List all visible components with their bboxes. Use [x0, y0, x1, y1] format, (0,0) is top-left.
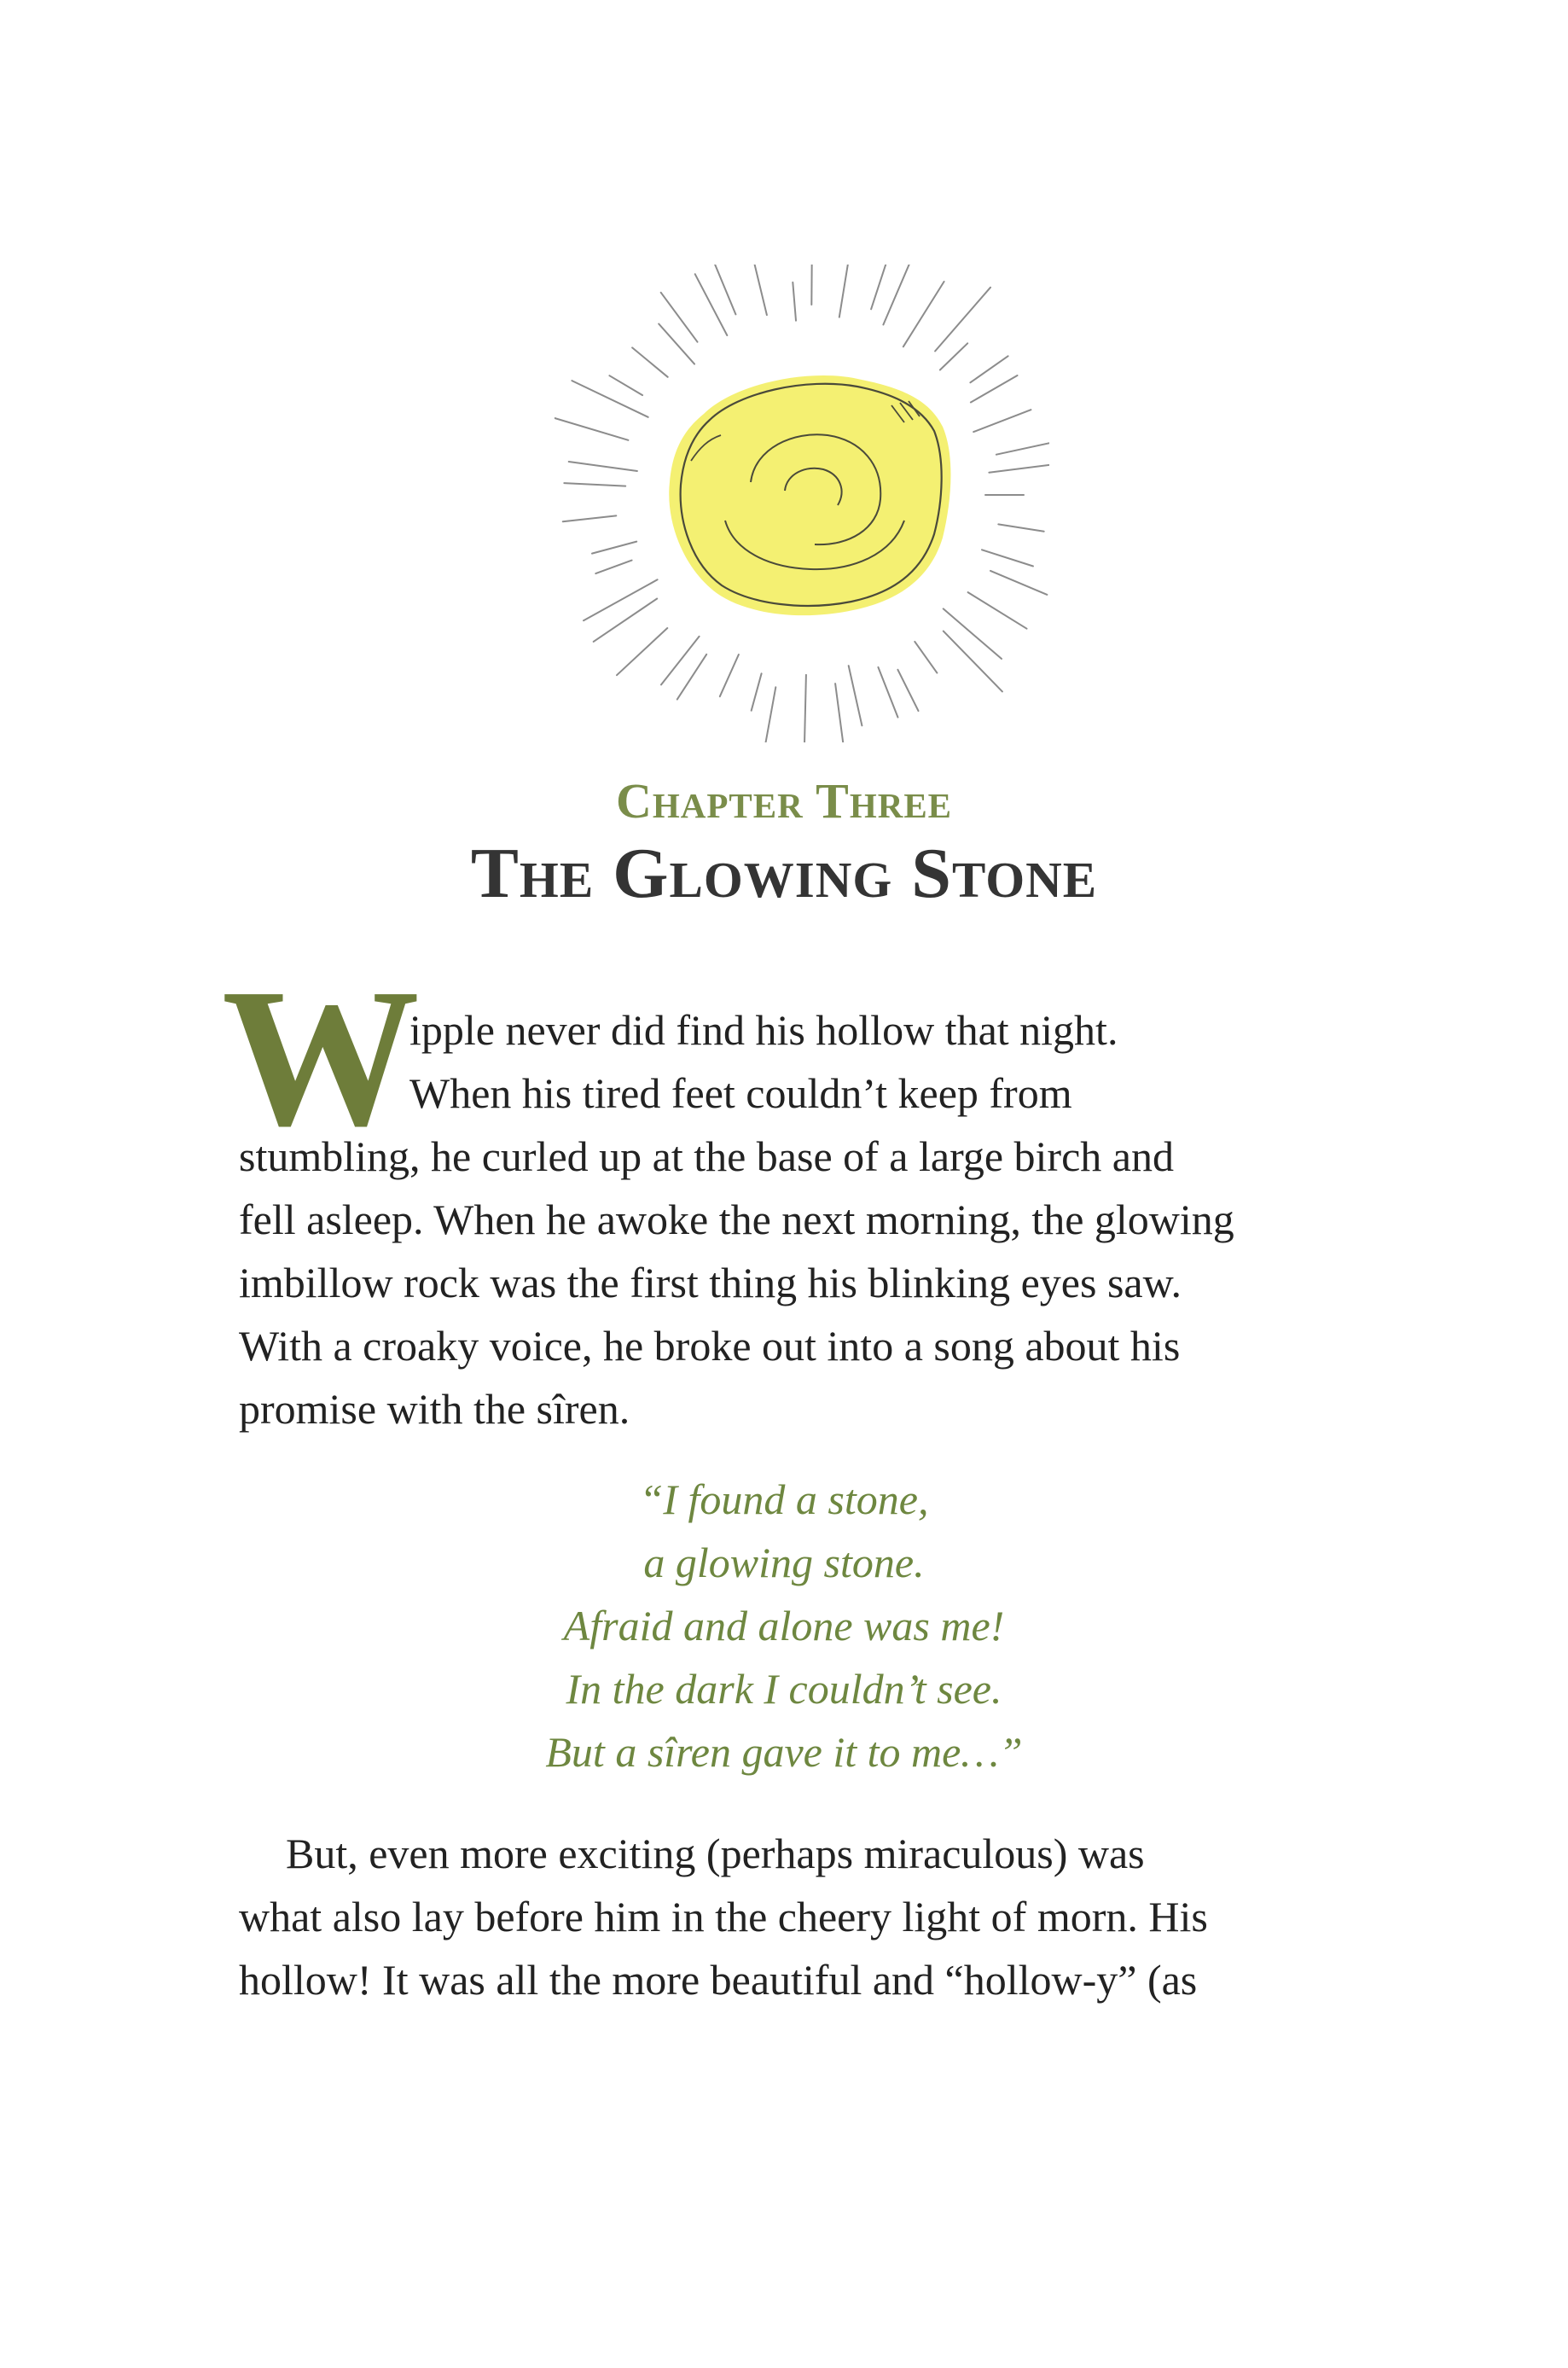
sun-ray [804, 675, 806, 742]
paragraph-2-line: But, even more exciting (perhaps miraculous) was [286, 1830, 1145, 1877]
paragraph-1-line: imbillow rock was the first thing his blinking eyes saw. [239, 1259, 1182, 1306]
sun-ray [594, 599, 658, 642]
paragraph-1 [239, 998, 1365, 1440]
sun-ray [747, 265, 767, 315]
sun-ray [989, 463, 1049, 473]
sun-ray [935, 288, 990, 352]
sun-ray [752, 673, 762, 710]
sun-ray [973, 410, 1031, 432]
sun-ray [661, 293, 698, 342]
sun-ray [897, 670, 918, 711]
paragraph-2-line: hollow! It was all the more beautiful and “hollow-y” (as [239, 1956, 1198, 2004]
sun-ray [609, 375, 642, 395]
sun-ray [990, 571, 1047, 595]
sun-ray [970, 356, 1008, 382]
sun-ray [871, 265, 890, 309]
drop-cap: W [222, 948, 420, 1167]
paragraph-2-line: what also lay before him in the cheery light of morn. His [239, 1893, 1208, 1940]
sun-ray [903, 282, 944, 346]
paragraph-1-line: ipple never did find his hollow that night. [409, 1006, 1118, 1054]
paragraph-1-line: When his tired feet couldn’t keep from [409, 1069, 1072, 1117]
sun-ray [595, 561, 631, 574]
sun-ray [944, 631, 1002, 692]
sun-ray [940, 343, 967, 369]
sun-ray [849, 666, 862, 725]
paragraph-1-line: promise with the sîren. [239, 1385, 630, 1433]
verse-line: But a sîren gave it to me…” [545, 1728, 1023, 1776]
sun-ray [572, 381, 648, 417]
sun-ray [563, 515, 617, 521]
sun-ray [982, 550, 1033, 566]
glowing-stone-shape [669, 375, 950, 615]
sun-ray [968, 592, 1027, 629]
sun-ray [569, 462, 637, 471]
paragraph-1-line: stumbling, he curled up at the base of a large birch and [239, 1132, 1174, 1180]
chapter-label: Chapter Three [615, 773, 953, 829]
sun-ray [706, 265, 736, 314]
verse-line: Afraid and alone was me! [563, 1602, 1005, 1649]
sun-ray [944, 608, 1002, 659]
sun-ray [835, 684, 845, 742]
sun-ray [677, 655, 706, 700]
sun-ray [564, 483, 625, 486]
sun-ray [632, 347, 668, 376]
paragraph-1-line: With a croaky voice, he broke out into a song about his [239, 1322, 1181, 1370]
glowing-stone-illustration [555, 265, 1049, 742]
sun-ray [617, 628, 667, 675]
chapter-title: The Glowing Stone [470, 834, 1098, 913]
sun-ray [883, 265, 910, 325]
sun-ray [839, 265, 848, 317]
sun-ray [915, 642, 937, 673]
verse-line: “I found a stone, [639, 1475, 929, 1523]
sun-ray [996, 440, 1049, 455]
sun-ray [584, 579, 658, 620]
sun-ray [761, 687, 776, 742]
paragraph-1-line: fell asleep. When he awoke the next morning, the glowing [239, 1196, 1234, 1243]
sun-ray [592, 542, 636, 554]
sun-ray [998, 524, 1043, 531]
verse-line: a glowing stone. [643, 1539, 925, 1586]
sun-ray [555, 418, 628, 440]
verse-line: In the dark I couldn’t see. [566, 1665, 1002, 1713]
sun-ray [878, 667, 897, 718]
sun-ray [661, 637, 700, 685]
sun-ray [720, 655, 739, 696]
song-verse [0, 1468, 1568, 1783]
sun-ray [971, 375, 1018, 403]
paragraph-2 [239, 1822, 1365, 2011]
sun-ray [793, 282, 796, 321]
